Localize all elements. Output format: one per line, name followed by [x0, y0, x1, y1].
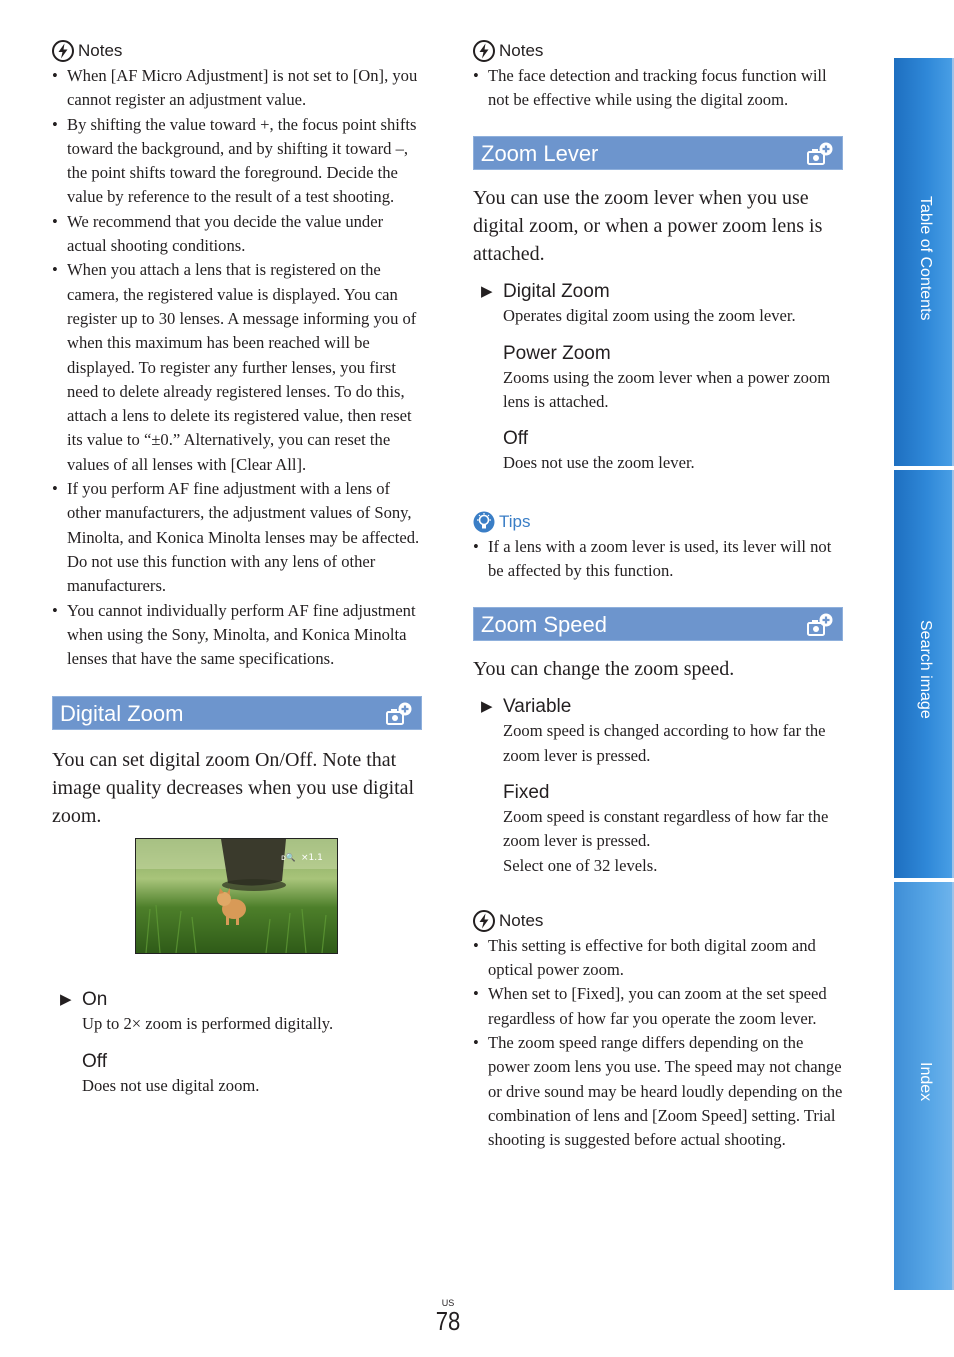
tips-header — [473, 509, 845, 535]
tip-item: • If a lens with a zoom lever is used, its lever will not be affected by this function. — [473, 535, 845, 584]
notes-header — [473, 908, 845, 934]
note-item: • When set to [Fixed], you can zoom at the set speed regardless of how far you operate the zoom lever. — [473, 982, 845, 1031]
notes-list — [52, 64, 424, 671]
option-title: ▶ On — [60, 989, 108, 1011]
section-zoom-lever — [473, 136, 843, 170]
zoom-ratio-label: ×1.1 — [301, 853, 323, 864]
option-on — [60, 988, 424, 1036]
tab-label: Index — [917, 1062, 934, 1102]
option-fixed — [503, 781, 845, 878]
option-title: ▶ Digital Zoom — [481, 280, 610, 302]
option-title: Power Zoom — [503, 342, 611, 364]
section-title: Digital Zoom — [60, 701, 184, 727]
tab-search-image[interactable] — [894, 470, 954, 878]
region-code: US — [441, 1298, 455, 1308]
tips-label: Tips — [499, 511, 531, 531]
option-title: Fixed — [503, 781, 550, 803]
notes-label: Notes — [499, 41, 544, 60]
option-title: ▶ Variable — [481, 696, 572, 718]
page-number-value: 78 — [435, 1306, 461, 1336]
option-title: Off — [82, 1050, 107, 1072]
option-power-zoom — [503, 342, 845, 415]
kitten-in-grass-image — [136, 839, 337, 953]
option-off — [82, 1050, 424, 1098]
note-item: • You cannot individually perform AF fine adjustment when using the Sony, Minolta, and Konica Minolta lenses that have the same specifications. — [52, 599, 424, 672]
option-desc: Select one of 32 levels. — [503, 855, 658, 875]
default-arrow-icon: ▶ — [481, 698, 493, 716]
option-desc: Zoom speed is changed according to how far the zoom lever is pressed. — [503, 721, 826, 765]
section-title: Zoom Speed — [481, 612, 607, 638]
zoom-lever-intro: You can use the zoom lever when you use digital zoom, or when a power zoom lens is attached. — [473, 186, 823, 265]
sample-photo — [135, 838, 338, 954]
option-desc: Zooms using the zoom lever when a power zoom lens is attached. — [503, 367, 831, 412]
notes-icon — [52, 40, 74, 62]
option-desc: Does not use digital zoom. — [82, 1075, 260, 1095]
note-item: • We recommend that you decide the value under actual shooting conditions. — [52, 210, 424, 259]
option-desc: Zoom speed is constant regardless of how far the zoom lever is pressed. — [503, 806, 829, 851]
note-item: • When you attach a lens that is registered on the camera, the registered value is displayed. You can register up to 30 lenses. A message informing you of when this maximum has been reached will be displayed. To register any further lenses, you first need to delete already registered lenses. To do this, attach a lens to delete its registered value, then reset its value to “±0.” Alternatively, you can reset the values of all lenses with [Clear All]. — [52, 258, 424, 477]
digital-zoom-intro: You can set digital zoom On/Off. Note that image quality decreases when you use digital zoom. — [52, 749, 415, 828]
tips-list — [473, 535, 845, 584]
tab-table-of-contents[interactable] — [894, 58, 954, 466]
tab-label: Search image — [917, 620, 934, 719]
note-item: • By shifting the value toward +, the focus point shifts toward the background, and by shifting it toward –, the point shifts toward the foreground. Decide the value by reference to the result of a test shooting. — [52, 113, 424, 210]
right-column — [473, 38, 845, 1153]
notes-header — [473, 38, 845, 64]
option-title: Off — [503, 428, 528, 450]
zoom-speed-intro: You can change the zoom speed. — [473, 658, 735, 681]
left-column — [52, 38, 424, 1098]
note-item: • This setting is effective for both digital zoom and optical power zoom. — [473, 934, 845, 983]
camera-setting-icon — [806, 612, 834, 638]
section-title: Zoom Lever — [481, 140, 599, 166]
note-item: • If you perform AF fine adjustment with a lens of other manufacturers, the adjustment values of Sony, Minolta, and Konica Minolta lenses may be affected. Do not use this function with any lens of other manufacturers. — [52, 477, 424, 598]
zoom-magnify-icon: ᴅ🔍 — [281, 853, 296, 863]
section-zoom-speed — [473, 607, 843, 641]
default-arrow-icon: ▶ — [60, 991, 72, 1009]
page-number — [433, 1298, 463, 1334]
notes-list — [473, 934, 845, 1153]
note-item: • The zoom speed range differs depending on the power zoom lens you use. The speed may not change or drive sound may be heard loudly depending on the combination of lens and [Zoom Speed] setting. Trial shooting is suggested before actual shooting. — [473, 1031, 845, 1152]
option-variable — [481, 695, 845, 768]
option-off — [503, 427, 845, 475]
note-item: • When [AF Micro Adjustment] is not set to [On], you cannot register an adjustment value. — [52, 64, 424, 113]
section-digital-zoom — [52, 696, 422, 730]
notes-icon — [473, 910, 495, 932]
note-item: • The face detection and tracking focus function will not be effective while using the digital zoom. — [473, 64, 845, 113]
option-desc: Up to 2× zoom is performed digitally. — [82, 1014, 334, 1034]
tab-index[interactable] — [894, 882, 954, 1290]
camera-setting-icon — [806, 141, 834, 167]
tab-label: Table of Contents — [917, 196, 934, 321]
notes-label: Notes — [78, 41, 123, 60]
tips-lightbulb-icon — [473, 511, 495, 533]
option-desc: Operates digital zoom using the zoom lever. — [503, 305, 796, 325]
notes-icon — [473, 40, 495, 62]
notes-label: Notes — [499, 910, 544, 930]
notes-list — [473, 64, 845, 113]
notes-header — [52, 38, 424, 64]
camera-setting-icon — [385, 701, 413, 727]
option-desc: Does not use the zoom lever. — [503, 453, 695, 473]
side-navigation — [894, 58, 954, 1290]
option-digital-zoom — [481, 280, 845, 328]
default-arrow-icon: ▶ — [481, 282, 493, 300]
